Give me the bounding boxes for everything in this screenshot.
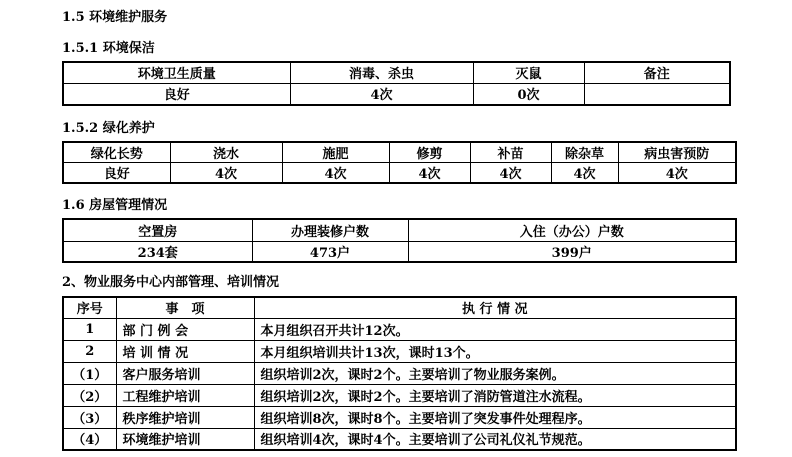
header-cell: 病虫害预防	[618, 142, 736, 163]
heading-greening-maintenance: 1.5.2 绿化养护	[62, 121, 155, 136]
table-cell: 234套	[63, 241, 252, 262]
heading-environment-cleaning: 1.5.1 环境保洁	[62, 41, 155, 56]
table-cell: （3）	[63, 406, 116, 428]
training-table	[62, 296, 737, 451]
table-row	[63, 406, 736, 428]
table-cell: 4次	[170, 163, 282, 184]
heading-internal-management-training: 2、物业服务中心内部管理、培训情况	[62, 275, 280, 290]
table-cell: 组织培训8次，课时8个。主要培训了突发事件处理程序。	[254, 406, 736, 428]
table-cell: 0次	[473, 83, 584, 105]
table-cell: 4次	[290, 83, 473, 105]
header-cell: 执 行 情 况	[254, 297, 736, 318]
table-cell: 4次	[618, 163, 736, 184]
table-cell: 4次	[282, 163, 389, 184]
header-cell: 环境卫生质量	[63, 62, 290, 83]
header-cell: 施肥	[282, 142, 389, 163]
header-cell: 消毒、杀虫	[290, 62, 473, 83]
table-cell: 组织培训4次，课时4个。主要培训了公司礼仪礼节规范。	[254, 428, 736, 450]
header-cell: 办理装修户数	[252, 219, 408, 241]
table-cell: 4次	[551, 163, 618, 184]
heading-housing-management: 1.6 房屋管理情况	[62, 198, 168, 213]
table-cell: 473户	[252, 241, 408, 262]
header-cell: 序号	[63, 297, 116, 318]
table-row	[63, 340, 736, 362]
table-cell: 4次	[389, 163, 470, 184]
header-cell: 事 项	[116, 297, 254, 318]
table-row	[63, 362, 736, 384]
housing-table	[62, 218, 737, 263]
header-cell: 浇水	[170, 142, 282, 163]
table-cell: 部 门 例 会	[116, 318, 254, 340]
table-cell: 客户服务培训	[116, 362, 254, 384]
header-cell: 补苗	[470, 142, 551, 163]
table-cell: （2）	[63, 384, 116, 406]
table-row	[63, 318, 736, 340]
header-cell: 入住（办公）户数	[408, 219, 736, 241]
header-cell: 备注	[584, 62, 730, 83]
table-row	[63, 428, 736, 450]
table-cell: 4次	[470, 163, 551, 184]
table-cell: 本月组织培训共计13次，课时13个。	[254, 340, 736, 362]
table-cell: （1）	[63, 362, 116, 384]
table-cell: 组织培训2次，课时2个。主要培训了消防管道注水流程。	[254, 384, 736, 406]
table-cell: 1	[63, 318, 116, 340]
table-cell: 组织培训2次，课时2个。主要培训了物业服务案例。	[254, 362, 736, 384]
table-cell	[584, 83, 730, 105]
header-cell: 除杂草	[551, 142, 618, 163]
header-cell: 空置房	[63, 219, 252, 241]
greening-table	[62, 141, 737, 184]
table-cell: 培 训 情 况	[116, 340, 254, 362]
table-row	[63, 384, 736, 406]
table-cell: 工程维护培训	[116, 384, 254, 406]
cleaning-table	[62, 61, 731, 106]
table-cell: （4）	[63, 428, 116, 450]
table-cell: 本月组织召开共计12次。	[254, 318, 736, 340]
table-cell: 399户	[408, 241, 736, 262]
header-cell: 绿化长势	[63, 142, 170, 163]
header-cell: 灭鼠	[473, 62, 584, 83]
table-cell: 环境维护培训	[116, 428, 254, 450]
table-cell: 良好	[63, 163, 170, 184]
heading-environment-maintenance: 1.5 环境维护服务	[62, 10, 168, 25]
table-cell: 良好	[63, 83, 290, 105]
table-cell: 2	[63, 340, 116, 362]
header-cell: 修剪	[389, 142, 470, 163]
table-cell: 秩序维护培训	[116, 406, 254, 428]
